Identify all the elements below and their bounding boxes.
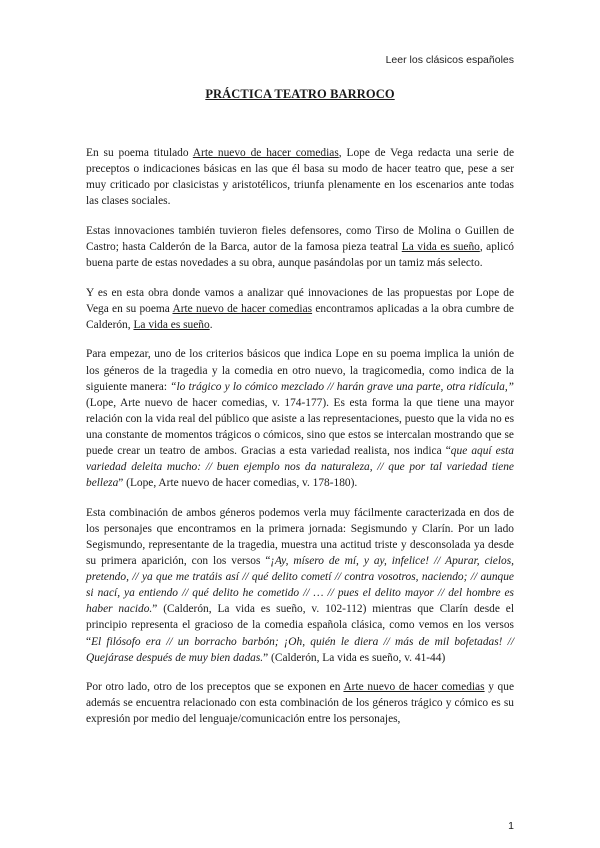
text-run: Estas innovaciones también tuvieron fieles defensores, como Tirso de Molina o Guillen de Castro; hasta Calderón de la Barca, autor de la famosa pieza teatral — [86, 224, 514, 253]
paragraph-1 — [86, 145, 514, 209]
verse-quote: “lo trágico y lo cómico mezclado // harán grave una parte, otra ridícula,” — [170, 380, 514, 393]
text-run: Y es en esta obra donde vamos a analizar qué innovaciones de las propuestas por Lope de Vega en su poema — [86, 286, 514, 315]
text-run: En su poema titulado — [86, 147, 193, 159]
text-run: (Lope, Arte nuevo de hacer comedias, v. 174-177). Es esta forma la que tiene una mayor relación con la vida real del público que asiste a las representaciones, puesto que la vida no es una constante de momentos trágicos o cómicos, sino que estos se intercalan mostrando que se puede crear un teatro de ambos. Gracias a esta variedad realista, nos indica “ — [86, 396, 514, 457]
verse-quote: El filósofo era // un borracho barbón; ¡Oh, quién le diera // más de mil bofetadas! // Quejárase después de muy bien dadas. — [86, 635, 514, 664]
text-run: ” (Lope, Arte nuevo de hacer comedias, v. 178-180). — [118, 477, 358, 490]
text-run: ” (Calderón, La vida es sueño, v. 41-44) — [263, 651, 446, 664]
text-run: encontramos aplicadas a la obra cumbre de Calderón, — [86, 302, 514, 331]
paragraph-2 — [86, 223, 514, 271]
paragraph-6 — [86, 679, 514, 727]
verse-quote: que aquí esta variedad deleita mucho: // buen ejemplo nos da naturaleza, // que por tal variedad tiene belleza — [86, 445, 514, 490]
verse-quote: ¡Ay, mísero de mí, y ay, infelice! // Apurar, cielos, pretendo, // ya que me tratáis así // qué delito cometí // contra vosotros, naciendo; // aunque si nací, ya entiendo // qué delito he cometido // … // pues el delito mayor // del hombre es haber nacido. — [86, 555, 514, 616]
paragraph-3 — [86, 285, 514, 333]
text-run: , aplicó buena parte de estas novedades a su obra, aunque pasándolas por un tamiz más selecto. — [86, 240, 515, 270]
text-run: Por otro lado, otro de los preceptos que se exponen en — [86, 681, 344, 694]
paragraph-5 — [86, 505, 514, 666]
text-run: . — [209, 318, 213, 331]
paragraph-4 — [86, 346, 514, 491]
text-run: Para empezar, uno de los criterios básicos que indica Lope en su poema implica la unión de los géneros de la tragedia y la comedia en otro nuevo, la tragicomedia, como indica de la siguiente manera: — [86, 348, 514, 393]
text-run: ” (Calderón, La vida es sueño, v. 102-112) mientras que Clarín desde el principio representa el gracioso de la comedia española clásica, como vemos en los versos “ — [86, 603, 514, 648]
work-title: La vida es sueño — [133, 318, 210, 331]
work-title: La vida es sueño — [401, 240, 480, 253]
work-title: Arte nuevo de hacer comedias — [343, 681, 485, 694]
text-run: , Lope de Vega redacta una serie de preceptos o indicaciones básicas en las que él basa su modo de hacer teatro que, pese a ser muy criticado por clasicistas y aristotélicos, triunfa plenamente en los escenarios ante todas las clases sociales. — [86, 147, 515, 208]
work-title: Arte nuevo de hacer comedias — [192, 147, 339, 159]
text-run: Esta combinación de ambos géneros podemos verla muy fácilmente caracterizada en dos de los personajes que encontramos en la primera jornada: Segismundo y Clarín. Por un lado Segismundo, representante de la tragedia, muestra una actitud triste y desconsolada ya desde su primera aparición, con los versos “ — [86, 506, 514, 568]
page-title: PRÁCTICA TEATRO BARROCO — [205, 87, 395, 101]
page-header: Leer los clásicos españoles — [385, 54, 514, 66]
page-number: 1 — [508, 820, 514, 832]
text-run: y que además se encuentra relacionado con esta combinación de los géneros trágico y cómico es su expresión por medio del lenguaje/comunicación entre los personajes, — [86, 681, 515, 726]
work-title: Arte nuevo de hacer comedias — [172, 302, 313, 315]
body-text — [86, 145, 514, 741]
